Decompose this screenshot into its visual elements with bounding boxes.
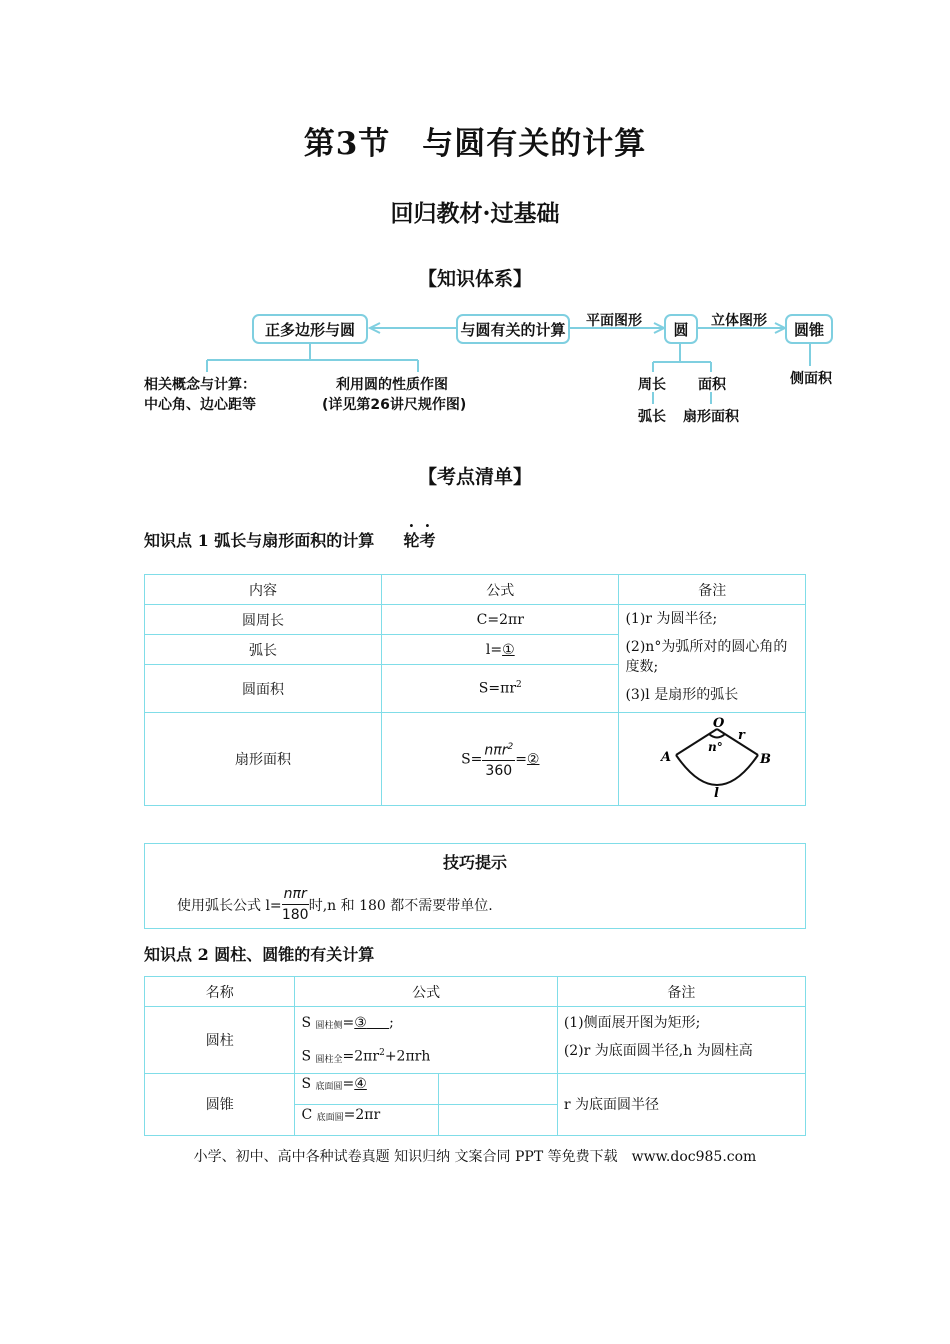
arc-length-label: 弧长 (638, 409, 666, 425)
kp1-header-content: 内容 (145, 575, 382, 605)
kp1-note-1: (1)r 为圆半径; (625, 611, 718, 627)
cylinder-notes (557, 1007, 805, 1074)
answer-blank: ① (502, 641, 515, 658)
kp2-table (144, 976, 806, 1136)
kp1-heading-text: 知识点 1 弧长与扇形面积的计算 (144, 531, 375, 550)
kp1-tag-b: 考 (419, 531, 436, 550)
formula-sub: 底面圆 (315, 1081, 343, 1092)
kp2-header-formula: 公式 (295, 977, 557, 1007)
section-exam-points: 【考点清单】 (417, 466, 532, 488)
sector-area-label: 扇形面积 (683, 409, 739, 425)
knowledge-diagram (0, 0, 950, 440)
related-concepts-line2: 中心角、边心距等 (144, 397, 256, 413)
cone-box: 圆锥 (785, 314, 833, 344)
formula-sup: 2 (379, 1048, 385, 1058)
cone-note: r 为底面圆半径 (557, 1073, 805, 1135)
kp1-tag-a: 轮 (403, 531, 420, 550)
sector-figure (652, 717, 772, 801)
circle-box: 圆 (664, 314, 698, 344)
sector-figure-cell (619, 713, 806, 806)
answer-blank: ② (526, 751, 540, 767)
lateral-area-label: 侧面积 (790, 371, 832, 387)
formula-text: C (301, 1106, 313, 1123)
area-label: 面积 (698, 377, 726, 393)
answer-blank: ④ (354, 1075, 367, 1092)
label-n: n° (708, 740, 723, 754)
kp1-row-formula: C=2πr (382, 605, 619, 635)
formula-sup: 2 (516, 680, 522, 691)
kp1-note-3: (3)l 是扇形的弧长 (625, 687, 739, 703)
kp1-row-name: 扇形面积 (145, 713, 382, 806)
kp1-row-name: 圆周长 (145, 605, 382, 635)
kp2-header-name: 名称 (145, 977, 295, 1007)
kp2-heading: 知识点 2 圆柱、圆锥的有关计算 (144, 945, 375, 964)
cone-name: 圆锥 (145, 1073, 295, 1135)
related-concepts-line1: 相关概念与计算： (144, 377, 256, 393)
kp2-header-notes: 备注 (557, 977, 805, 1007)
arc-fraction (282, 884, 309, 925)
fraction-numerator: nπr (282, 884, 309, 905)
sector-fraction (482, 737, 515, 782)
formula-text: ; (389, 1015, 394, 1031)
circumference-label: 周长 (638, 377, 666, 393)
formula-text: =2πr (342, 1048, 380, 1065)
kp1-row-name: 圆面积 (145, 665, 382, 713)
cylinder-name: 圆柱 (145, 1007, 295, 1074)
kp1-header-formula: 公式 (382, 575, 619, 605)
fraction-sup: 2 (507, 741, 514, 752)
formula-sub: 圆柱侧 (315, 1021, 343, 1031)
section-knowledge-system: 【知识体系】 (417, 268, 532, 290)
kp1-row-name: 弧长 (145, 635, 382, 665)
tip-box (144, 843, 806, 929)
kp1-row-formula (382, 635, 619, 665)
fraction-denominator: 180 (281, 907, 309, 923)
cone-empty-cell (438, 1104, 557, 1135)
formula-sub: 圆柱全 (315, 1054, 343, 1065)
solid-figure-label: 立体图形 (711, 313, 767, 329)
cylinder-total-formula (301, 1039, 550, 1073)
label-l: l (714, 786, 720, 801)
page-footer: 小学、初中、高中各种试卷真题 知识归纳 文案合同 PPT 等免费下载 www.doc985.com (193, 1149, 757, 1165)
kp1-row-formula (382, 713, 619, 806)
fraction-denominator: 360 (485, 763, 513, 780)
formula-text: =2πr (343, 1106, 381, 1123)
plane-figure-label: 平面图形 (586, 313, 642, 329)
formula-sub: 底面圆 (316, 1112, 344, 1123)
cone-base-area-formula (295, 1073, 438, 1104)
page-title: 第3节 与圆有关的计算 (303, 126, 647, 162)
answer-blank (354, 1015, 389, 1031)
tip-text-post: 时,n 和 180 都不需要带单位. (308, 897, 493, 914)
label-r: r (738, 728, 746, 743)
cylinder-note-1: (1)侧面展开图为矩形; (563, 1015, 701, 1031)
label-O: O (713, 717, 725, 731)
construction-line2: (详见第26讲尺规作图) (322, 397, 467, 413)
cylinder-note-2: (2)r 为底面圆半径,h 为圆柱高 (563, 1043, 753, 1059)
formula-text: = (342, 1015, 355, 1031)
cylinder-formulas (295, 1007, 557, 1074)
kp1-header-notes: 备注 (619, 575, 806, 605)
page-subtitle: 回归教材·过基础 (390, 200, 560, 227)
formula-text: S (301, 1075, 312, 1092)
formula-text: +2πrh (384, 1048, 431, 1065)
formula-text: S=πr (478, 680, 517, 697)
label-A: A (661, 750, 672, 765)
kp1-notes-cell (619, 605, 806, 713)
formula-text: S= (461, 751, 483, 767)
kp1-note-2: (2)n°为弧所对的圆心角的度数; (625, 639, 788, 675)
fraction-numerator: nπr (484, 742, 508, 759)
formula-text: S (301, 1048, 312, 1065)
kp1-heading (144, 528, 435, 551)
formula-text: = (342, 1075, 355, 1092)
kp1-table (144, 574, 806, 806)
answer-blank-number: ③ (354, 1015, 367, 1031)
formula-text: l= (485, 641, 503, 658)
construction-line1: 利用圆的性质作图 (336, 377, 448, 393)
tip-text (177, 884, 493, 925)
cylinder-lateral-formula (301, 1009, 550, 1039)
kp1-row-formula (382, 665, 619, 713)
tip-text-pre: 使用弧长公式 l= (177, 897, 282, 914)
regular-polygon-box: 正多边形与圆 (252, 314, 368, 344)
label-B: B (760, 752, 772, 767)
center-topic-box: 与圆有关的计算 (456, 314, 570, 344)
formula-text: S (301, 1015, 312, 1031)
cone-base-circumference-formula (295, 1104, 438, 1135)
tip-title: 技巧提示 (442, 853, 507, 872)
cone-empty-cell (438, 1073, 557, 1104)
formula-text: = (515, 751, 527, 767)
